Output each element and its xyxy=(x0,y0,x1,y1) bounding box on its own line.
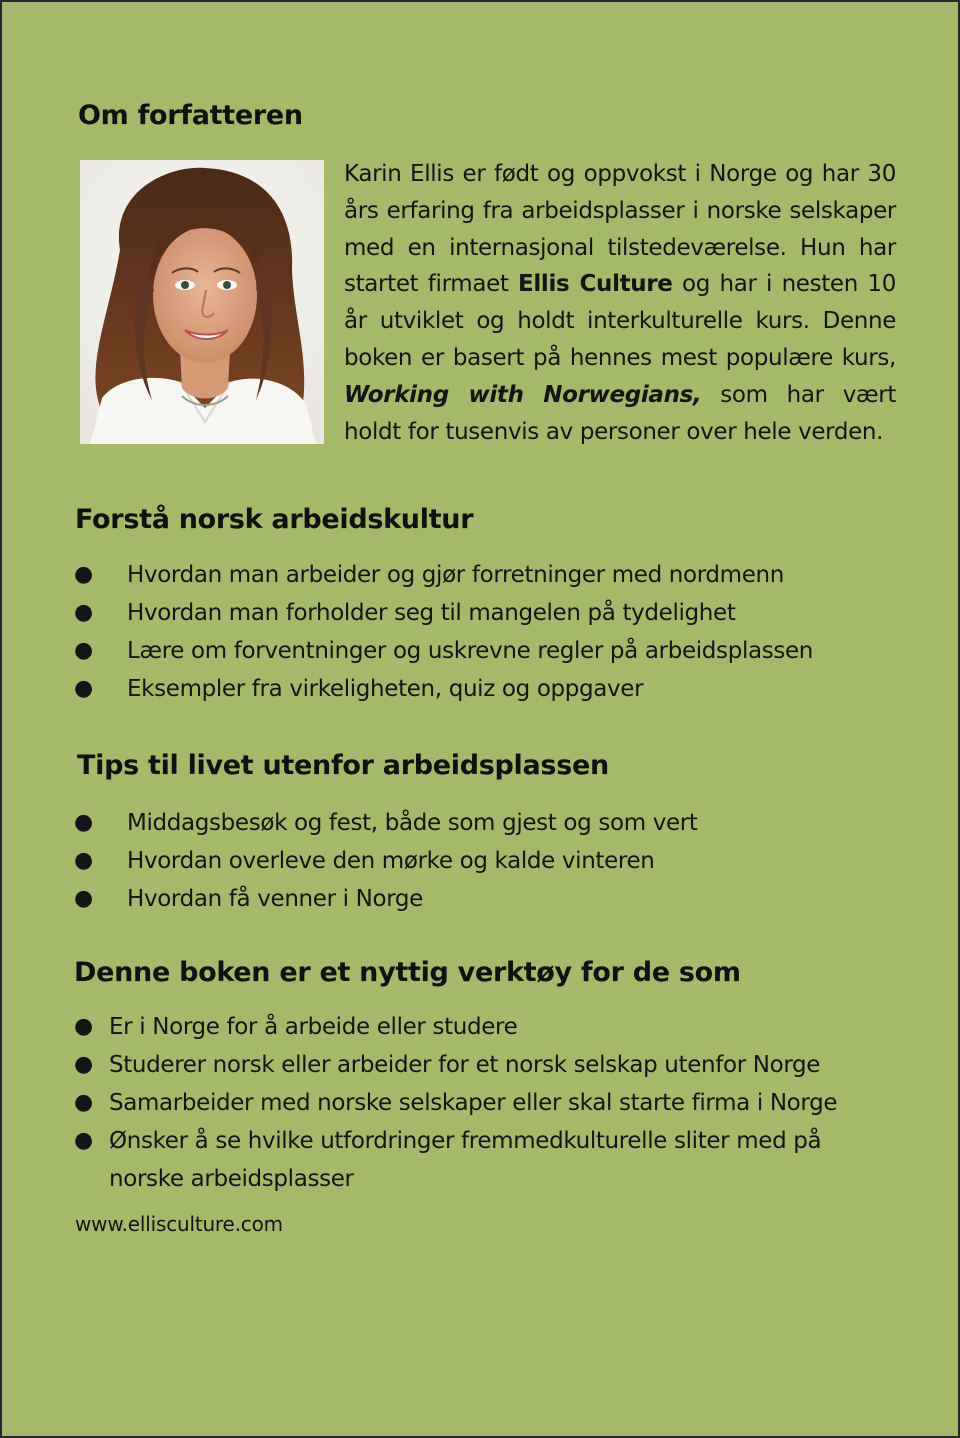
bio-text-3: som har vært holdt for tusenvis av personer over hele verden. xyxy=(344,381,896,445)
list-item: ● Studerer norsk eller arbeider for et norsk selskap utenfor Norge xyxy=(74,1046,894,1084)
bullet-icon: ● xyxy=(74,562,93,587)
list-item: ● Samarbeider med norske selskaper eller skal starte firma i Norge xyxy=(74,1084,894,1122)
bio-text-2: og har i nesten 10 år utviklet og holdt interkulturelle kurs. Denne boken er basert på hennes mest populære kurs, xyxy=(344,271,896,371)
author-portrait-icon xyxy=(80,160,324,444)
bullet-icon: ● xyxy=(74,848,93,873)
back-cover: Om forfatteren Karin Ellis er født og oppvokst i Norge og har 30 års erfaring fra arbeidsplasser i norske selskaper med en internasjonal tilstedeværelse. Hun har startet firmaet Ellis Culture og har i nesten 10 år utviklet og holdt interkulturelle kurs. Denne boken er basert på hennes mest populære kurs, Working with Norwegians, som har vært holdt for tusenvis av personer over hele verden. Forstå norsk arbeidskultur ● Hvordan man arbeider og gjør forretninger med nordmenn ● Hvordan man forholder seg til mangelen på tydelighet ● Lære om forventninger og uskrevne regler på arbeidsplassen ● Eksempler fra virkeligheten, quiz og oppgaver Tips til livet utenfor arbeidsplassen ● Middagsbesøk og fest, både som gjest og som vert ● Hvordan overleve den mørke og kalde vinteren ● Hvordan få venner i Norge Denne boken er et nyttig verktøy for de som ● Er i Norge for å arbeide eller studere ● Studerer norsk eller arbeider for et norsk selskap utenfor Norge ● Samarbeider med norske selskaper eller skal starte firma i Norge ● Ønsker å se hvilke utfordringer fremmedkulturelle sliter med på norske arbeidsplasser www.ellisculture.com xyxy=(0,0,960,1438)
bullet-icon: ● xyxy=(74,1052,93,1077)
useful-tool-list xyxy=(74,1008,894,1198)
bio-text-1: Karin Ellis er født og oppvokst i Norge og har 30 års erfaring fra arbeidsplasser i norske selskaper med en internasjonal tilstedeværelse. Hun har startet firmaet xyxy=(344,161,896,298)
list-item: ● Er i Norge for å arbeide eller studere xyxy=(74,1008,894,1046)
author-photo xyxy=(80,160,324,444)
bullet-icon: ● xyxy=(74,600,93,625)
bullet-icon: ● xyxy=(74,810,93,835)
website-url: www.ellisculture.com xyxy=(75,1212,283,1236)
author-heading: Om forfatteren xyxy=(78,100,303,131)
life-tips-heading: Tips til livet utenfor arbeidsplassen xyxy=(77,750,609,781)
work-culture-heading: Forstå norsk arbeidskultur xyxy=(75,504,474,535)
bullet-icon: ● xyxy=(74,676,93,701)
useful-tool-heading: Denne boken er et nyttig verktøy for de som xyxy=(74,957,741,988)
author-bio xyxy=(344,156,896,450)
bullet-icon: ● xyxy=(74,638,93,663)
bullet-icon: ● xyxy=(74,886,93,911)
company-name: Ellis Culture xyxy=(518,271,673,298)
course-name: Working with Norwegians, xyxy=(344,381,702,408)
list-item: ● Ønsker å se hvilke utfordringer fremmedkulturelle sliter med på norske arbeidsplasser xyxy=(74,1122,894,1198)
bullet-icon: ● xyxy=(74,1128,93,1153)
bullet-icon: ● xyxy=(74,1090,93,1115)
bullet-icon: ● xyxy=(74,1014,93,1039)
